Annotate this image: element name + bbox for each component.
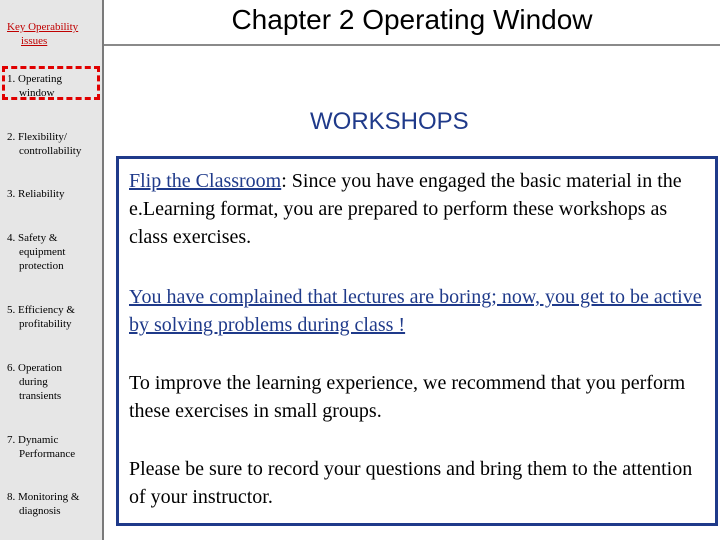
sidebar-item-label: 4. Safety & [7,232,58,244]
key-operability-link[interactable] [7,20,99,48]
flip-classroom-text: : Since you have engaged the basic material in the e.Learning format, you are prepared to perform these workshops as class exercises. [129,170,682,248]
sidebar-item-label: profitability [19,318,72,330]
sidebar-item-label: equipment [19,246,66,258]
sidebar-item-reliability[interactable] [7,187,101,201]
key-operability-link-line2: issues [21,35,48,47]
key-operability-link-line1: Key Operability [7,21,79,33]
sidebar-item-label: controllability [19,145,82,157]
sidebar-item-transients[interactable] [7,361,101,403]
sidebar-item-label: 1. Operating [7,73,62,85]
sidebar-item-label: 3. Reliability [7,188,65,200]
sidebar-item-label: 2. Flexibility/ [7,131,67,143]
sidebar-item-label: 7. Dynamic [7,434,59,446]
sidebar-item-dynamic-performance[interactable] [7,433,101,461]
sidebar-item-label: Performance [19,448,76,460]
sidebar-item-efficiency[interactable] [7,303,101,331]
sidebar-item-safety[interactable] [7,231,101,273]
content-box [116,156,718,526]
sidebar-item-label: diagnosis [19,505,61,517]
sidebar-item-monitoring[interactable] [7,490,101,518]
sidebar-item-label: 5. Efficiency & [7,304,75,316]
sidebar-item-label: transients [19,390,62,402]
page-title: Chapter 2 Operating Window [231,4,593,35]
sidebar-item-label: 8. Monitoring & [7,491,80,503]
sidebar-item-label: window [19,87,55,99]
paragraph-flip-classroom [129,167,709,251]
sidebar-item-operating-window[interactable] [7,72,101,100]
sidebar-item-flexibility[interactable] [7,130,101,158]
paragraph-complaint [129,283,709,339]
paragraph-small-groups: To improve the learning experience, we recommend that you perform these exercises in small groups. [129,372,686,422]
complaint-text: You have complained that lectures are boring; now, you get to be active by solving problems during class ! [129,286,702,336]
sidebar [0,0,104,540]
sidebar-item-label: during [19,376,48,388]
title-bar [104,0,720,46]
flip-classroom-lead: Flip the Classroom [129,170,282,192]
sidebar-item-label: 6. Operation [7,362,62,374]
paragraph-record-questions: Please be sure to record your questions and bring them to the attention of your instructor. [129,458,693,508]
sidebar-item-label: protection [19,260,64,272]
workshops-heading: WORKSHOPS [310,108,469,135]
